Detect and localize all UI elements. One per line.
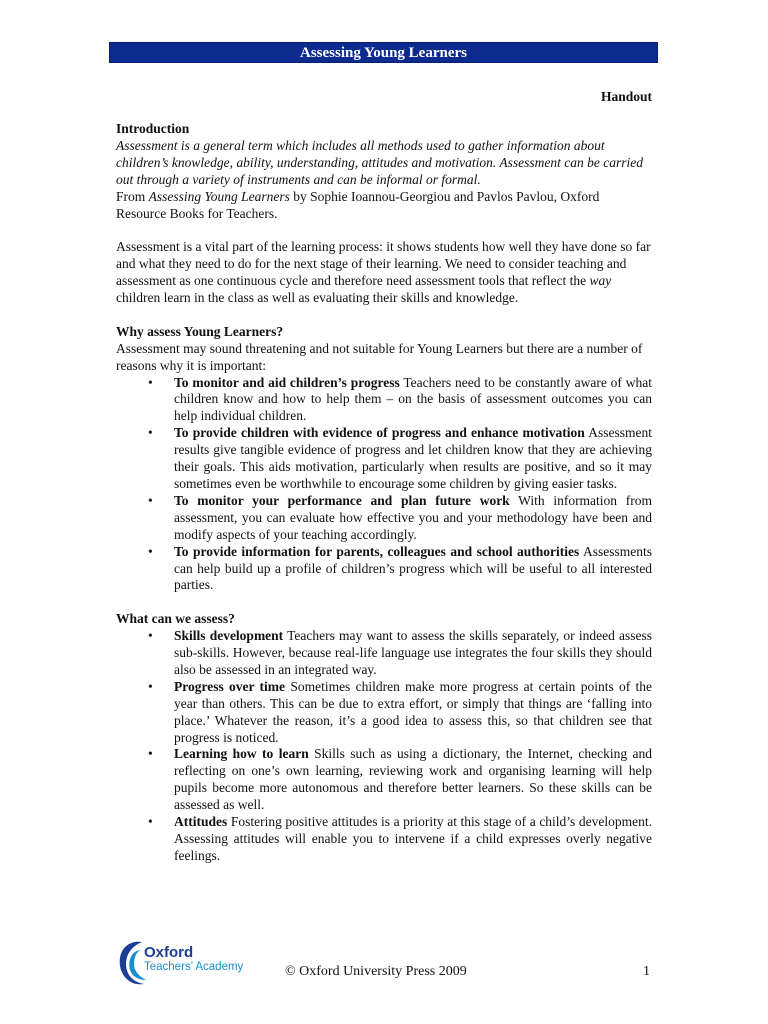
bullet-icon: • bbox=[148, 746, 153, 762]
list-item: • To monitor and aid children’s progress Teachers need to be constantly aware of what children know and how to help them – on the basis of assessment outcomes you can help individual children. bbox=[148, 374, 652, 424]
bullet-icon: • bbox=[148, 678, 153, 694]
logo-oxford-text: Oxford bbox=[144, 944, 194, 961]
intro-quote: Assessment is a general term which includes all methods used to gather information about children’s knowledge, ability, understanding, attitudes and motivation. Assessment can be carried out through a variety of instruments and can be informal or formal. bbox=[116, 137, 643, 187]
bullet-icon: • bbox=[148, 492, 153, 508]
list-item: • To provide children with evidence of progress and enhance motivation Assessment results give tangible evidence of progress and let children know that they are achieving their goals. This aids motivation, particularly when results are positive, and so it may sometimes even be worthwhile to encourage some children by giving easier tasks. bbox=[148, 425, 652, 491]
learning-process-paragraph: Assessment is a vital part of the learning process: it shows students how well they have done so far and what they need to do for the next stage of their learning. We need to consider teaching and assessment as one continuous cycle and therefore need assessment tools that reflect the way children learn in the class as well as evaluating their skills and knowledge. bbox=[116, 239, 651, 306]
bullet-icon: • bbox=[148, 628, 153, 644]
copyright-notice: © Oxford University Press 2009 bbox=[285, 964, 467, 979]
logo-academy-text: Teachers’ Academy bbox=[144, 961, 244, 973]
intro-heading: Introduction bbox=[116, 121, 190, 136]
list-item: • To monitor your performance and plan future work With information from assessment, you can evaluate how effective you and your methodology have been and modify aspects of your teaching accordingly. bbox=[148, 492, 652, 542]
why-list bbox=[116, 375, 652, 595]
document-body bbox=[116, 121, 652, 865]
what-heading: What can we assess? bbox=[116, 611, 235, 627]
bullet-icon: • bbox=[148, 374, 153, 390]
list-item: • Progress over time Sometimes children make more progress at certain points of the year than others. This can be due to extra effort, or simply that things are ‘falling into place.’ Whatever the reason, it’s a good idea to assess this, so that children see that progress is noticed. bbox=[148, 678, 652, 745]
why-intro: Assessment may sound threatening and not suitable for Young Learners but there are a number of reasons why it is important: bbox=[116, 340, 643, 373]
intro-source: From Assessing Young Learners by Sophie Ioannou-Georgiou and Pavlos Pavlou, Oxford Resource Books for Teachers. bbox=[116, 188, 600, 221]
bullet-icon: • bbox=[148, 814, 153, 830]
list-item: • To provide information for parents, colleagues and school authorities Assessments can help build up a profile of children’s progress which will be useful to all interested parties. bbox=[148, 543, 652, 593]
handout-label: Handout bbox=[600, 89, 652, 104]
bullet-icon: • bbox=[148, 425, 153, 441]
why-heading: Why assess Young Learners? bbox=[116, 323, 284, 339]
document-title: Assessing Young Learners bbox=[109, 42, 658, 63]
list-item: • Attitudes Fostering positive attitudes is a priority at this stage of a child’s development. Assessing attitudes will enable you to intervene if a child expresses overly negative feelings. bbox=[148, 814, 652, 863]
list-item: • Skills development Teachers may want to assess the skills separately, or indeed assess sub-skills. However, because real-life language use integrates the four skills they should also be assessed in an integrated way. bbox=[148, 628, 652, 677]
page-footer bbox=[0, 934, 768, 994]
bullet-icon: • bbox=[148, 543, 153, 559]
list-item: • Learning how to learn Skills such as using a dictionary, the Internet, checking and reflecting on one’s own learning, reviewing work and organising learning will help pupils become more autonomous and therefore better learners. So these skills can be assessed as well. bbox=[148, 746, 652, 813]
what-list bbox=[116, 628, 652, 865]
page-number: 1 bbox=[643, 964, 650, 979]
oxford-teachers-academy-logo bbox=[116, 938, 266, 988]
